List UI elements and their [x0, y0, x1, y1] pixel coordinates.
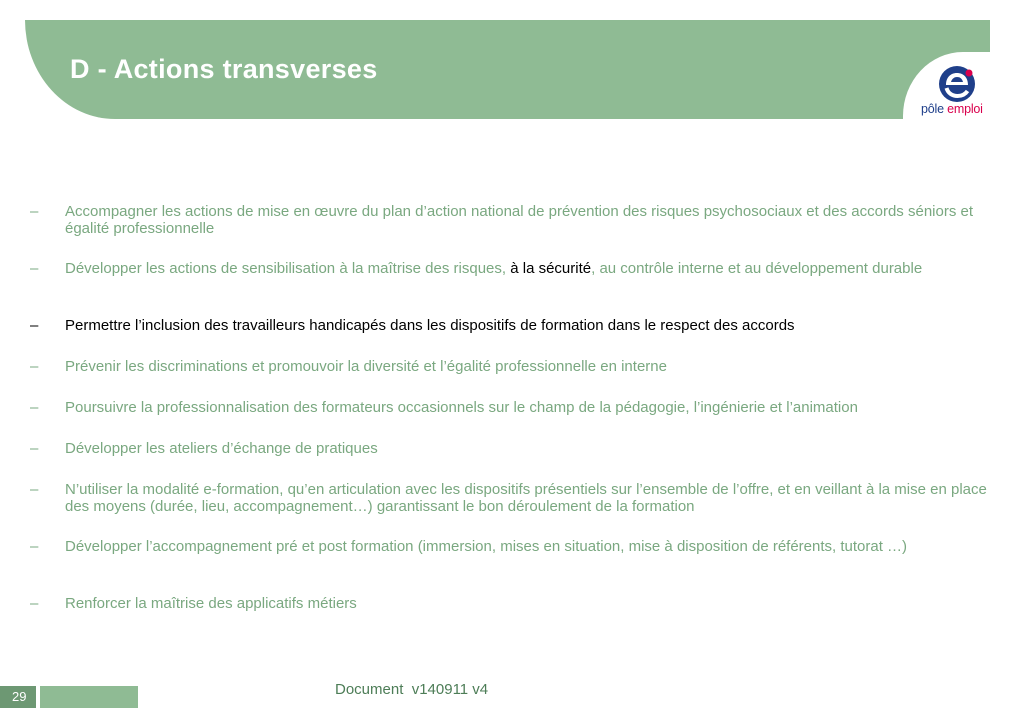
page-title: D - Actions transverses: [70, 54, 378, 84]
bullet-dash: –: [30, 358, 39, 375]
logo-text-accent: emploi: [947, 102, 983, 116]
pole-emploi-logo-icon: [937, 65, 977, 103]
list-item: [30, 261, 995, 278]
bullet-text-after: , au contrôle interne et au développement durable: [591, 260, 923, 277]
bullet-dash: –: [30, 538, 39, 555]
bullet-text: Accompagner les actions de mise en œuvre du plan d’action national de prévention des risques psychosociaux et des accords séniors et égalité professionnelle: [65, 203, 974, 237]
list-item: [30, 204, 995, 237]
bullet-text-highlight: à la sécurité: [510, 260, 592, 277]
bullet-dash: –: [30, 317, 39, 334]
bullet-text: Développer les ateliers d’échange de pratiques: [65, 440, 378, 457]
list-item: [30, 318, 995, 335]
bullet-text: Développer l’accompagnement pré et post formation (immersion, mises en situation, mise à disposition de référents, tutorat …): [65, 538, 908, 555]
list-item: [30, 441, 995, 458]
bullet-dash: –: [30, 260, 39, 277]
bullet-dash: –: [30, 203, 39, 220]
bullet-text: Poursuivre la professionnalisation des formateurs occasionnels sur le champ de la pédagogie, l’ingénierie et l’animation: [65, 399, 858, 416]
footer-document-version: Document v140911 v4: [335, 681, 489, 698]
logo-text-main: pôle: [921, 102, 948, 116]
list-item: [30, 482, 995, 515]
bullet-text: N’utiliser la modalité e-formation, qu’en articulation avec les dispositifs présentiels sur l’ensemble de l’offre, et en veillant à la mise en place des moyens (durée, lieu, accompagnement…) garantissant le bon déroulement de la formation: [65, 481, 987, 515]
bullet-dash: –: [30, 399, 39, 416]
bullet-dash: –: [30, 595, 39, 612]
bullet-dash: –: [30, 481, 39, 498]
bullet-text-before: Développer les actions de sensibilisation à la maîtrise des risques,: [65, 260, 511, 277]
list-item: [30, 359, 995, 376]
bullet-dash: –: [30, 440, 39, 457]
pole-emploi-logo-text: [921, 102, 983, 116]
list-item: [30, 539, 995, 556]
page-number: 29: [12, 689, 27, 704]
bullet-text: Prévenir les discriminations et promouvoir la diversité et l’égalité professionnelle en interne: [65, 358, 667, 375]
list-item: [30, 400, 995, 417]
bullet-text: Renforcer la maîtrise des applicatifs métiers: [65, 595, 357, 612]
footer-bar: [40, 686, 138, 708]
bullet-text: [65, 261, 990, 278]
bullet-text: Permettre l’inclusion des travailleurs handicapés dans les dispositifs de formation dans le respect des accords: [65, 317, 795, 334]
list-item: [30, 596, 995, 613]
